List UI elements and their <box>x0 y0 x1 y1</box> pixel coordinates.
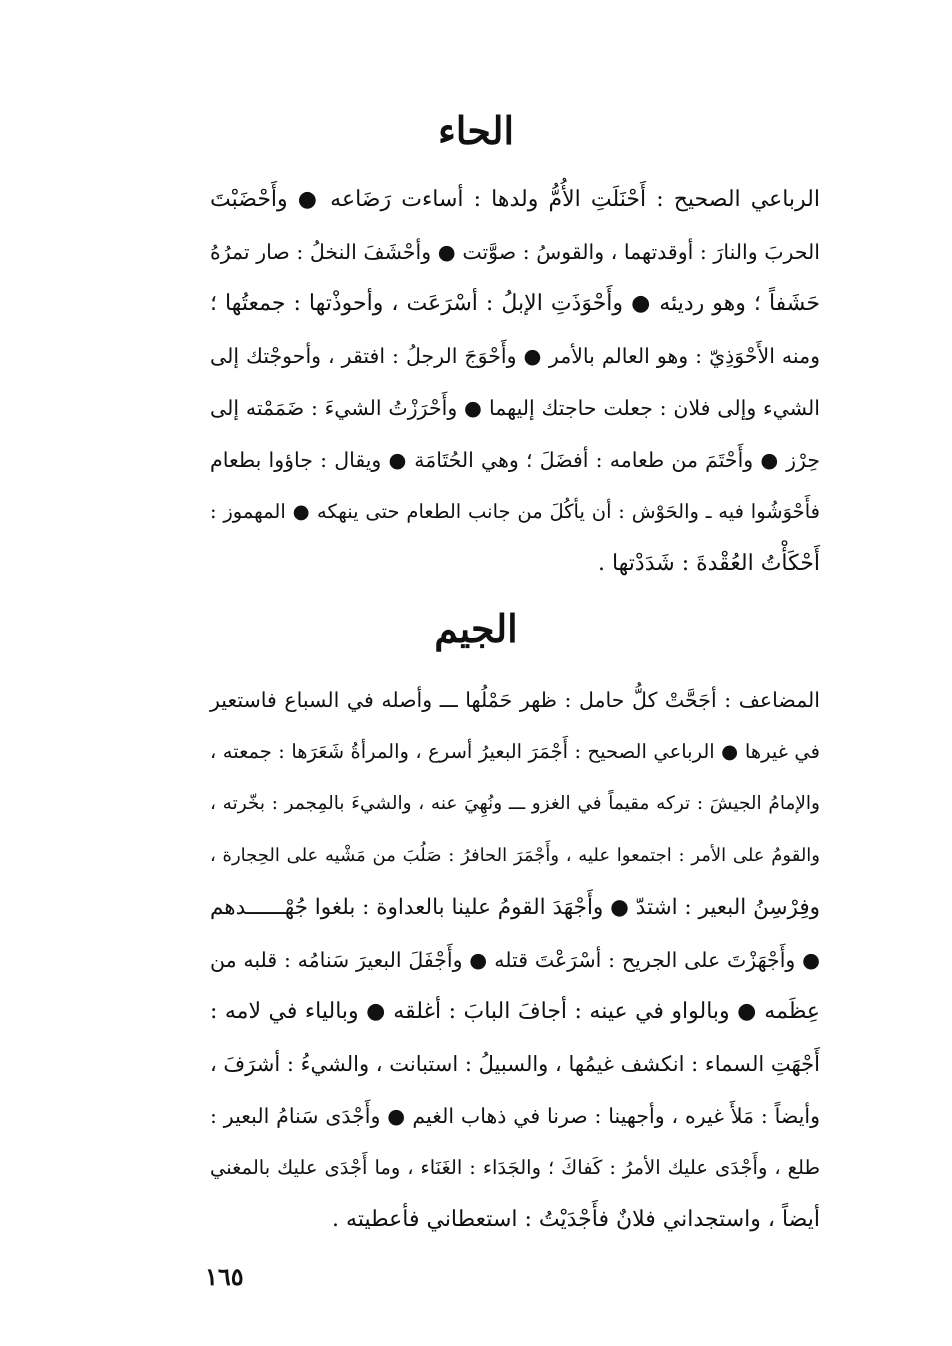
text-line: ومنه الأَحْوَذِيّ : وهو العالم بالأمر ● وأَحْوَجَ الرجلُ : افتقر ، وأحوجْتك إلى <box>210 344 820 368</box>
text-line: أَجْهَتِ السماء : انكشف غيمُها ، والسبيلُ : استبانت ، والشيءُ : أشرَفَ ، <box>209 1052 820 1076</box>
text-line: عِظَمه ● وبالواو في عينه : أجافَ البابَ : أغلقه ● وبالياء في لامه : <box>210 999 820 1024</box>
section-title-jim: الجيم <box>434 606 518 651</box>
text-line: الشيء وإلى فلان : جعلت حاجتك إليهما ● وأَحْرَزْتُ الشيءَ : ضَمَمْته إلى <box>210 396 820 420</box>
text-line: في غيرها ● الرباعي الصحيح : أَجْمَرَ البعيرُ أسرع ، والمرأةُ شَعَرَها : جمعته ، <box>210 740 820 763</box>
text-line: أيضاً ، واستجداني فلانٌ فأَجْدَيْتُ : استعطاني فأعطيته . <box>332 1207 820 1232</box>
text-line: فأَحْوَشُوا فيه ـ والحَوْش : أن يأكُلَ من جانب الطعام حتى ينهكه ● المهموز : <box>210 500 820 523</box>
text-line: والإمامُ الجيشَ : تركه مقيماً في الغزو ـــ ونُهِيَ عنه ، والشيءَ بالمِجمر : بخّرته ، <box>210 793 820 814</box>
text-line: الحربَ والنارَ : أوقدتهما ، والقوسُ : صوَّتت ● وأحْشَفَ النخلُ : صار تمرُهُ <box>210 240 820 264</box>
text-line: حِرْز ● وأَحْتَمَ من طعامه : أفضَلَ ؛ وهي الحُتَامَة ● ويقال : جاؤوا بطعام <box>210 448 820 472</box>
section-body-ha <box>210 174 820 590</box>
text-line: وأيضاً : مَلأَ غيره ، وأجهينا : صرنا في ذهاب الغيم ● وأَجْدَى سَنامُ البعير : <box>210 1104 820 1128</box>
text-line: طلع ، وأَجْدَى عليك الأمرُ : كَفاكَ ؛ والجَدَاء : الغَنَاء ، وما أَجْدَى عليك بالمغني <box>210 1156 820 1179</box>
text-line: حَشَفاً ؛ وهو رديئه ● وأَحْوَذَتِ الإبلُ : أسْرَعَت ، وأحوذْتها : جمعتُها ؛ <box>210 291 820 316</box>
text-line: ● وأَجْهَزْتَ على الجريح : أسْرَعْتَ قتله ● وأَجْفَلَ البعيرَ سَنامُه : قلبه من <box>210 948 820 972</box>
section-title-ha: الحاء <box>437 108 515 153</box>
text-line: والقومُ على الأمر : اجتمعوا عليه ، وأَجْمَرَ الحافرُ : صَلُبَ من مَشْيه على الحِجارة ، <box>210 845 820 866</box>
text-line: أَحْكَأْتُ العُقْدةَ : شَدَدْتها . <box>597 551 820 576</box>
section-body-jim <box>210 674 820 1246</box>
page-number: ١٦٥ <box>205 1262 244 1291</box>
text-line: المضاعف : أجَحَّتْ كلُّ حامل : ظهر حَمْلُها ـــ وأصله في السباع فاستعير <box>210 688 820 712</box>
text-line: الرباعي الصحيح : أَحْنَلَتِ الأُمُّ ولدها : أساءت رَضَاعه ● وأَحْضَبْتَ <box>210 187 820 212</box>
text-line: وفِرْسِنُ البعير : اشتدّ ● وأَجْهَدَ القومُ علينا بالعداوة : بلغوا جُهْــــــدهم <box>210 895 820 920</box>
